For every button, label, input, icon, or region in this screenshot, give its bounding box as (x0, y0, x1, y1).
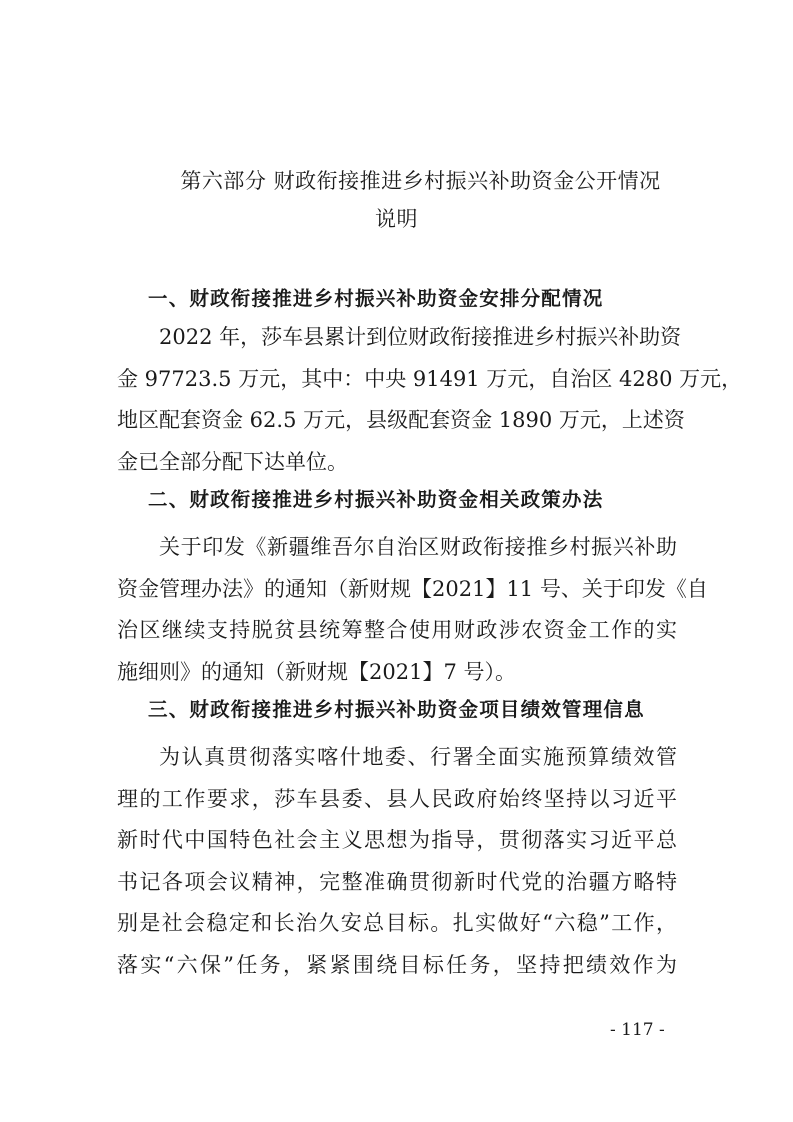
paragraph-line: 治区继续支持脱贫县统筹整合使用财政涉农资金工作的实 (117, 618, 677, 642)
page-title-line-1: 第六部分 财政衔接推进乡村振兴补助资金公开情况 (180, 169, 661, 193)
section-3-paragraph (117, 737, 677, 986)
section-1-paragraph (117, 317, 743, 483)
paragraph-line: 金 97723.5 万元，其中：中央 91491 万元，自治区 4280 万元， (117, 366, 743, 391)
paragraph-line: 书记各项会议精神，完整准确贯彻新时代党的治疆方略特 (117, 869, 677, 894)
paragraph-line: 理的工作要求，莎车县委、县人民政府始终坚持以习近平 (117, 786, 677, 811)
paragraph-line: 别是社会稳定和长治久安总目标。扎实做好“六稳”工作， (117, 911, 677, 935)
paragraph-line: 施细则》的通知（新财规【2021】7 号）。 (117, 659, 516, 684)
paragraph-line: 金已全部分配下达单位。 (117, 449, 348, 474)
paragraph-line: 资金管理办法》的通知（新财规【2021】11 号、关于印发《自 (117, 576, 708, 601)
paragraph-line: 地区配套资金 62.5 万元，县级配套资金 1890 万元，上述资 (117, 408, 685, 432)
paragraph-line: 关于印发《新疆维吾尔自治区财政衔接推乡村振兴补助 (159, 535, 677, 559)
section-heading-1: 一、财政衔接推进乡村振兴补助资金安排分配情况 (148, 287, 604, 310)
paragraph-line: 新时代中国特色社会主义思想为指导，贯彻落实习近平总 (117, 828, 677, 852)
section-heading-2: 二、财政衔接推进乡村振兴补助资金相关政策办法 (148, 488, 604, 511)
page-title-line-2: 说明 (375, 207, 418, 231)
paragraph-line: 落实“六保”任务，紧紧围绕目标任务，坚持把绩效作为 (117, 952, 677, 977)
page-number: - 117 - (610, 1020, 665, 1040)
section-heading-3: 三、财政衔接推进乡村振兴补助资金项目绩效管理信息 (148, 698, 645, 721)
section-2-paragraph (117, 527, 708, 693)
paragraph-line: 为认真贯彻落实喀什地委、行署全面实施预算绩效管 (159, 745, 677, 769)
paragraph-line: 2022 年，莎车县累计到位财政衔接推进乡村振兴补助资 (159, 325, 682, 349)
